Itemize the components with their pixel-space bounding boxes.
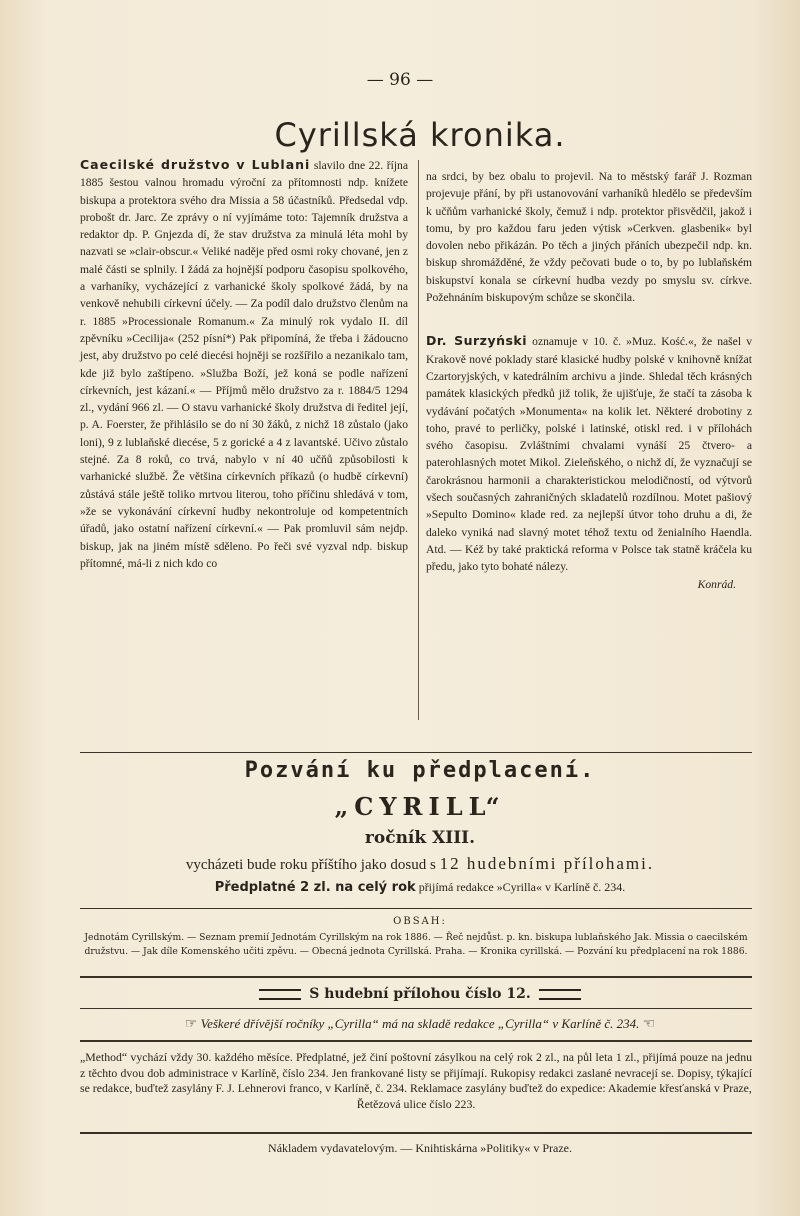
- pointing-hand-left-icon: ☜: [642, 1017, 656, 1032]
- right-column-text-2: oznamuje v 10. č. »Muz. Kość.«, že našel v Krakově nové poklady staré klasické hudby polské v knihovně knížat Czartoryjských, v katedrálním archivu a jinde. Shledal těch krásných památek klasických předků již tolik, že ujišťuje, že stačí ta zásoba k vydávání počatých »Monumenta« na kolik let. Některé drobotiny z toho, pravé to perličky, polské i latinské, otiskl red. i v přílohách svého časopisu. Zvláštními chvalami vynáší 25 čtvero- a paterohlasných motet Mikol. Zieleňského, o nichž dí, že vyznačují se čarokrásnou harmonii a charakteristickou melodičností, od výtvorů všech současných zahraničných skladatelů rozdílnou. Motet pašiový »Sepulto Domino« klade red. za nejlepší útvor toho druhu a di, že daleko vyniká nad slavný motet téhož textu od ženialního Haendla. Atd. — Kéž by také praktická reforma v Polsce tak statně kráčela ku předu, jako tyto bohaté nálezy.: [426, 335, 752, 574]
- left-column: [80, 156, 408, 572]
- signature: Konrád.: [697, 577, 736, 591]
- caecilian-society-lead: Caecilské družstvo v Lublani: [80, 157, 311, 172]
- method-notice-text: „Method“ vychází vždy 30. každého měsíce. Předplatné, jež činí poštovní zásylkou na celý rok 2 zl., na půl leta 1 zl., přijímá pouze na jednu z těchto dvou dob administrace v Karlíně, číslo 234. Jen frankované listy se přijímají. Rukopisy redakci zaslané nevracejí se. Dopisy, týkající se redakce, buďtež zasylány F. J. Lehnerovi franco, v Karlíně, č. 234. Reklamace zasylány buďtež do expedice: Akademie křesťanská v Praze,: [80, 1050, 752, 1095]
- stock-rule-top: [80, 1008, 752, 1009]
- method-notice-address: Řetězová ulice číslo 223.: [356, 1096, 476, 1111]
- column-divider: [418, 160, 419, 720]
- pointing-hand-icon: ☞: [184, 1017, 198, 1032]
- contents-list: Jednotám Cyrillským. — Seznam premií Jednotám Cyrillským na rok 1886. — Řeč nejdůst. p. kn. biskupa lublaňského Jak. Missia o caecilském družstvu. — Jak díle Komenského učiti zpěvu. — Obecná jednota Cyrillská. Praha. — Kronika cyrillská. — Pozvání ku předplacení na rok 1886.: [84, 932, 748, 957]
- right-paragraph-2: [426, 332, 752, 575]
- stock-notice-text: Veškeré dřívější ročníky „Cyrilla“ má na skladě redakce „Cyrilla“ v Karlíně č. 234.: [200, 1016, 640, 1031]
- left-paragraph: [80, 156, 408, 572]
- section-rule: [80, 752, 752, 753]
- publication-text: vycházeti bude roku příštího jako dosud s: [185, 857, 440, 873]
- surzynski-lead: Dr. Surzyński: [426, 333, 528, 349]
- right-column: [426, 168, 752, 593]
- price-bold: Předplatné 2 zl. na celý rok: [214, 880, 416, 895]
- volume-number: ročník XIII.: [364, 828, 476, 848]
- right-paragraph-1: na srdci, by bez obalu to projevil. Na to městský farář J. Rozman projevuje přání, by při ustanovování varhaníků hledělo se především k učňům varhanické školy, čemuž i ndp. protektor přisvědčil, jakož i tomu, by pro každou faru jeden výtisk »Cerkven. glasbenik« byl dovolen nebo přikázán. Po těch a jiných přáních ubezpečil ndp. kn. biskup shromážděné, že vždy pečovati bude o to, by po lublaňském biskupství konala se církevní hudba vezdy po smyslu sv. církve. Požehnáním biskupovým schůze se skončila.: [426, 170, 752, 305]
- contents-heading: OBSAH:: [393, 916, 447, 927]
- ornament-bars-right: [539, 989, 581, 1000]
- stock-notice: [0, 1016, 800, 1033]
- method-notice: [80, 1050, 752, 1112]
- imprint-footer: Nákladem vydavatelovým. — Knihtiskárna »Politiky« v Praze.: [268, 1141, 572, 1155]
- paragraph-gap: [426, 306, 752, 332]
- supplements-count: 12 hudebními přílohami.: [439, 854, 655, 873]
- contents-rule-bottom: [80, 976, 752, 978]
- stock-rule-bottom: [80, 1040, 752, 1042]
- left-column-text: slavilo dne 22. října 1885 šestou valnou hromadu výroční za přítomnosti ndp. knížete biskupa a protektora svého dra Missia a 58 účastníků. Předsedal vdp. probošt dr. Jarc. Ze zprávy o ní vyjímáme toto: Tajemník družstva a redaktor dp. P. Gnjezda dí, že stav družstva za minulá léta mohl by nazvati se »clair-obscur.« Veliké naděje před osmi roky chované, jen z malé části se splnily. I žádá za hojnější podporu časopisu spolkového, a varhaníky, vycházející z varhanické školy spolkové žádá, by na venkově nehubili církevní účely. — Za podíl dalo družstvo členům na r. 1885 »Processionale Romanum.« Za minulý rok vydalo II. díl zpěvníku »Cecilija« (252 písní*) Pak připomíná, že třeba i žádoucno jest, aby družstvo po celé diecési hojněji se rozšířilo a nezanikalo tam, kde již bylo zaštípeno. »Služba Boží, jež koná se podle nařízení církevních, jest kázaní.« — Příjmů mělo družstvo za r. 1884/5 1294 zl., vydání 966 zl. — O stavu varhanické školy družstva di ředitel její, p. A. Foerster, že přihlásilo se do ní 30 žáků, z nichž 18 zůstalo (jako loni), 9 z lublaňské diecése, 5 z gorické a 4 z lavantské. Učivo zůstalo stejné. Za 8 roků, co trvá, nabylo v ní 40 učňů způsobilosti k varhanické službě. Že většina církevních příkazů (o hudbě církevní) zůstává stále ještě toliko mrtvou literou, toho příčinu shledává v tom, »že se vykonávání církevní hudby nekontroluje od kompetentních úřadů, jako ostatní nařízení církevní.« — Pak promluvil sám nejdp. biskup, jak na jiném místě sděleno. Po řeči své vyzval ndp. biskup přítomné, má-li z nich kdo co: [80, 159, 408, 570]
- ornament-bars-left: [259, 989, 301, 1000]
- page-title: Cyrillská kronika.: [274, 116, 566, 154]
- publication-notice: [0, 854, 800, 874]
- price-rest: přijímá redakce »Cyrilla« v Karlíně č. 234.: [415, 880, 626, 894]
- invitation-title: Pozvání ku předplacení.: [244, 758, 596, 783]
- supplement-notice: [0, 986, 800, 1002]
- footer-rule: [80, 1132, 752, 1134]
- supplement-text: S hudební přílohou číslo 12.: [309, 986, 531, 1002]
- page-number: — 96 —: [366, 70, 434, 90]
- subscription-price: [0, 880, 800, 895]
- journal-name: „CYRILL“: [334, 792, 506, 821]
- contents-rule-top: [80, 908, 752, 909]
